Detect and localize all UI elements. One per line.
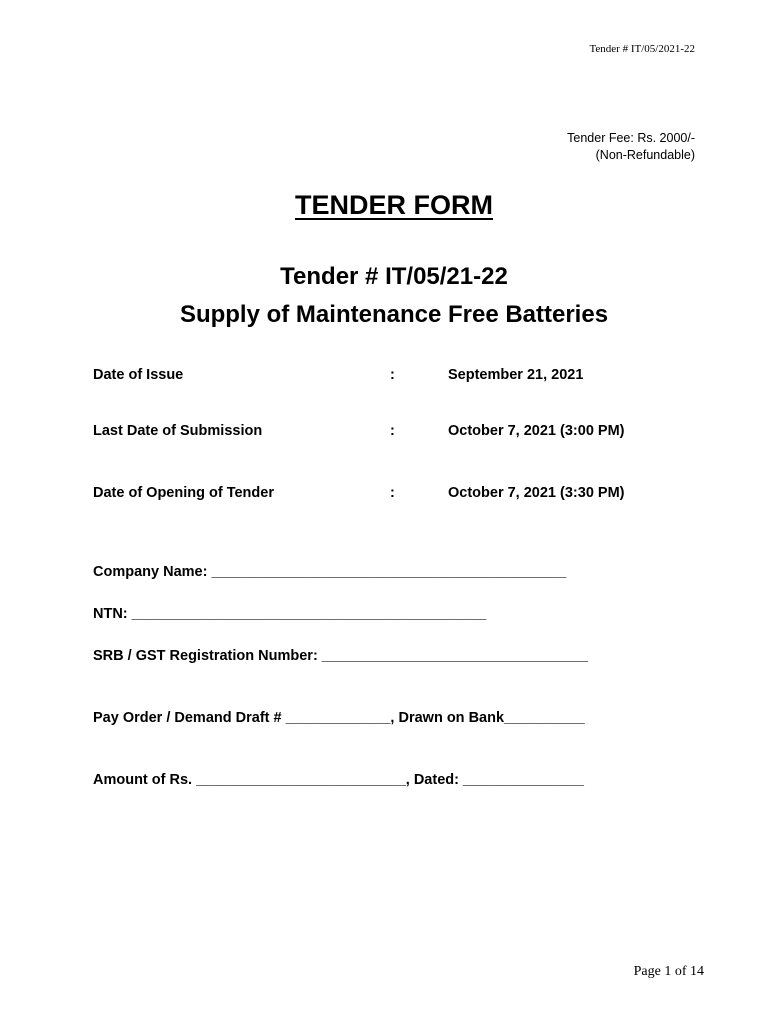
tender-subject: Supply of Maintenance Free Batteries [179,301,609,328]
page-number: Page 1 of 14 [633,964,704,979]
tender-number: Tender # IT/05/21-22 [280,263,508,290]
srb-gst-registration-field: SRB / GST Registration Number: _________________________________ [93,648,588,664]
date-value: October 7, 2021 (3:00 PM) [448,423,625,439]
date-separator: : [390,423,395,439]
form-title: TENDER FORM [295,190,493,220]
tender-fee-block [567,130,695,164]
date-value: October 7, 2021 (3:30 PM) [448,485,625,501]
company-name-field: Company Name: ____________________________________________ [93,564,567,580]
amount-field: Amount of Rs. __________________________, Dated: _______________ [93,772,584,788]
tender-fee-amount: Tender Fee: Rs. 2000/- [567,131,695,145]
date-value: September 21, 2021 [448,367,584,383]
date-label: Date of Issue [93,367,184,383]
tender-fee-note: (Non-Refundable) [595,148,695,162]
date-label: Date of Opening of Tender [93,485,274,501]
date-separator: : [390,367,395,383]
date-label: Last Date of Submission [93,423,263,439]
ntn-field: NTN: ____________________________________________ [93,606,487,622]
pay-order-field: Pay Order / Demand Draft # _____________, Drawn on Bank__________ [93,710,585,726]
header-tender-reference: Tender # IT/05/2021-22 [589,43,695,55]
date-separator: : [390,485,395,501]
